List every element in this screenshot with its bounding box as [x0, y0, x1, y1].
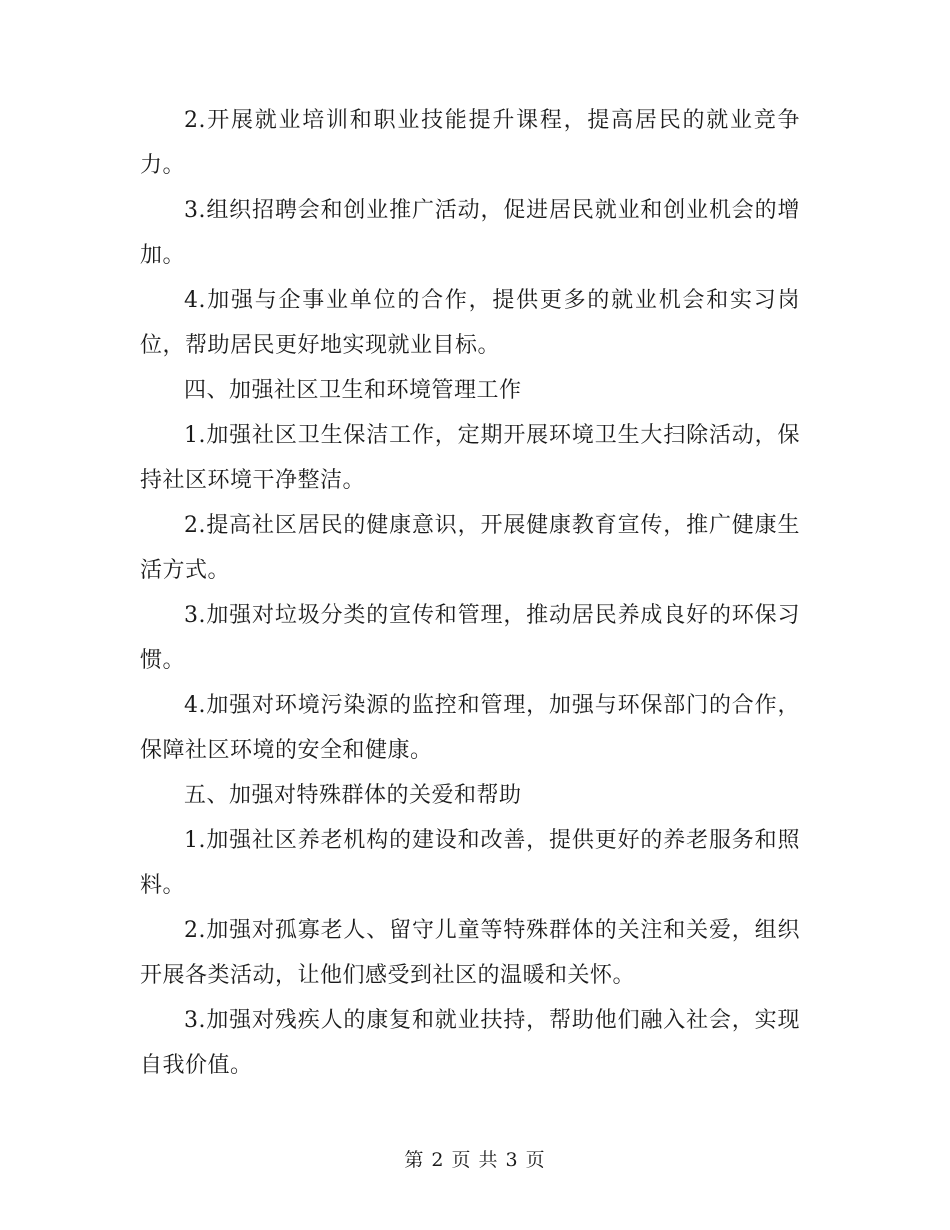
- paragraph-health-awareness: 2.提高社区居民的健康意识，开展健康教育宣传，推广健康生活方式。: [140, 513, 800, 583]
- section-heading-4: 四、加强社区卫生和环境管理工作: [184, 378, 522, 403]
- section-heading-5: 五、加强对特殊群体的关爱和帮助: [184, 783, 522, 808]
- paragraph-employment-training: 2.开展就业培训和职业技能提升课程，提高居民的就业竞争力。: [140, 108, 800, 178]
- paragraph-disability-support: 3.加强对残疾人的康复和就业扶持，帮助他们融入社会，实现自我价值。: [140, 1008, 800, 1078]
- paragraph-enterprise-cooperation: 4.加强与企事业单位的合作，提供更多的就业机会和实习岗位，帮助居民更好地实现就业目标。: [140, 288, 800, 358]
- paragraph-special-groups: 2.加强对孤寡老人、留守儿童等特殊群体的关注和关爱，组织开展各类活动，让他们感受到社区的温暖和关怀。: [140, 918, 800, 988]
- paragraph-elderly-care: 1.加强社区养老机构的建设和改善，提供更好的养老服务和照料。: [140, 828, 800, 898]
- page-number-footer: 第 2 页 共 3 页: [404, 1149, 546, 1171]
- paragraph-sanitation-cleaning: 1.加强社区卫生保洁工作，定期开展环境卫生大扫除活动，保持社区环境干净整洁。: [140, 423, 800, 493]
- paragraph-pollution-monitoring: 4.加强对环境污染源的监控和管理，加强与环保部门的合作，保障社区环境的安全和健康。: [140, 693, 800, 763]
- paragraph-garbage-sorting: 3.加强对垃圾分类的宣传和管理，推动居民养成良好的环保习惯。: [140, 603, 800, 673]
- paragraph-job-fairs: 3.组织招聘会和创业推广活动，促进居民就业和创业机会的增加。: [140, 198, 800, 268]
- document-body: [140, 98, 800, 1088]
